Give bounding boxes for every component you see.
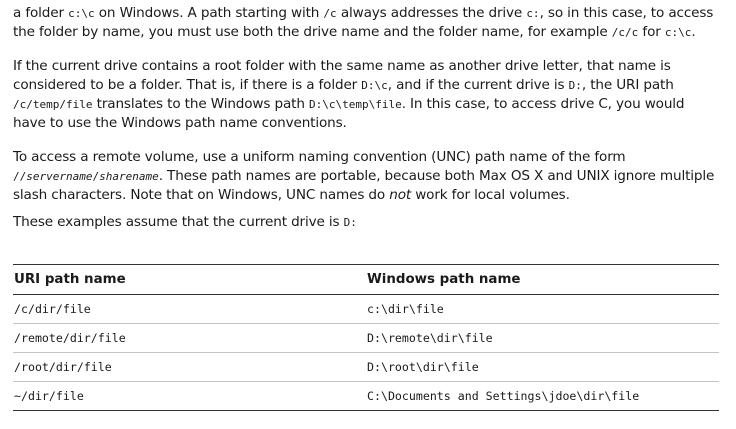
inline-code: D: (568, 79, 582, 92)
windows-path-cell: D:\remote\dir\file (366, 324, 719, 353)
document-page (13, 4, 719, 403)
text: These examples assume that the current drive is (13, 214, 344, 230)
emphasis: not (389, 187, 412, 203)
text: always addresses the drive (336, 5, 527, 21)
paragraph-examples-intro (13, 213, 719, 232)
table-row (13, 382, 719, 411)
paragraph-drive-folder (13, 4, 719, 42)
text: . These path names are portable, because both Max OS X and UNIX ignore multiple slash characters. Note that on Windows, UNC names do (13, 168, 715, 203)
header-windows-path: Windows path name (367, 272, 521, 287)
table-header-row (13, 265, 719, 295)
inline-code: /c (323, 7, 337, 20)
code-placeholder: sharename (99, 170, 159, 183)
text: To access a remote volume, use a uniform naming convention (UNC) path name of the form (13, 149, 626, 165)
uri-path-cell: /c/dir/file (13, 295, 366, 324)
inline-code: D:\c\temp\file (308, 98, 402, 111)
code-part: // (13, 170, 27, 183)
text: translates to the Windows path (92, 96, 309, 112)
inline-code: D:\c (361, 79, 388, 92)
text: , and if the current drive is (387, 77, 569, 93)
windows-path-cell: c:\dir\file (366, 295, 719, 324)
text: If the current drive contains a root folder with the same name as another drive letter, that name is considered to be a folder. That is, if there is a folder (13, 58, 671, 93)
code-placeholder: servername (26, 170, 93, 183)
inline-code: /c/temp/file (13, 98, 93, 111)
text: , so in this case, to access the folder by name, you must use both the drive name and the folder name, for example (13, 5, 714, 40)
windows-path-cell: D:\root\dir\file (366, 353, 719, 382)
inline-code: /c/c (611, 26, 639, 39)
code-part: / (92, 170, 100, 183)
inline-code: c:\c (664, 26, 692, 39)
inline-code: c:\c (68, 7, 95, 20)
text: work for local volumes. (411, 187, 570, 203)
text: . (691, 24, 696, 40)
uri-path-cell: /root/dir/file (13, 353, 366, 382)
uri-path-cell: /remote/dir/file (13, 324, 366, 353)
text: a folder (13, 5, 69, 21)
text: on Windows. A path starting with (94, 5, 324, 21)
inline-code: D: (343, 216, 357, 229)
header-uri-path: URI path name (14, 272, 126, 287)
table-row (13, 353, 719, 382)
windows-path-cell: C:\Documents and Settings\jdoe\dir\file (366, 382, 719, 411)
paragraph-unc (13, 148, 719, 205)
text: . In this case, to access drive C, you would have to use the Windows path name conventions. (13, 96, 685, 131)
paragraph-root-folder (13, 57, 719, 133)
uri-path-cell: ~/dir/file (13, 382, 366, 411)
text: for (638, 24, 665, 40)
text: , the URI path (581, 77, 674, 93)
table-row (13, 324, 719, 353)
table-row (13, 295, 719, 324)
inline-code: c: (526, 7, 540, 20)
path-examples-table (13, 264, 719, 411)
inline-code-unc (13, 170, 159, 183)
